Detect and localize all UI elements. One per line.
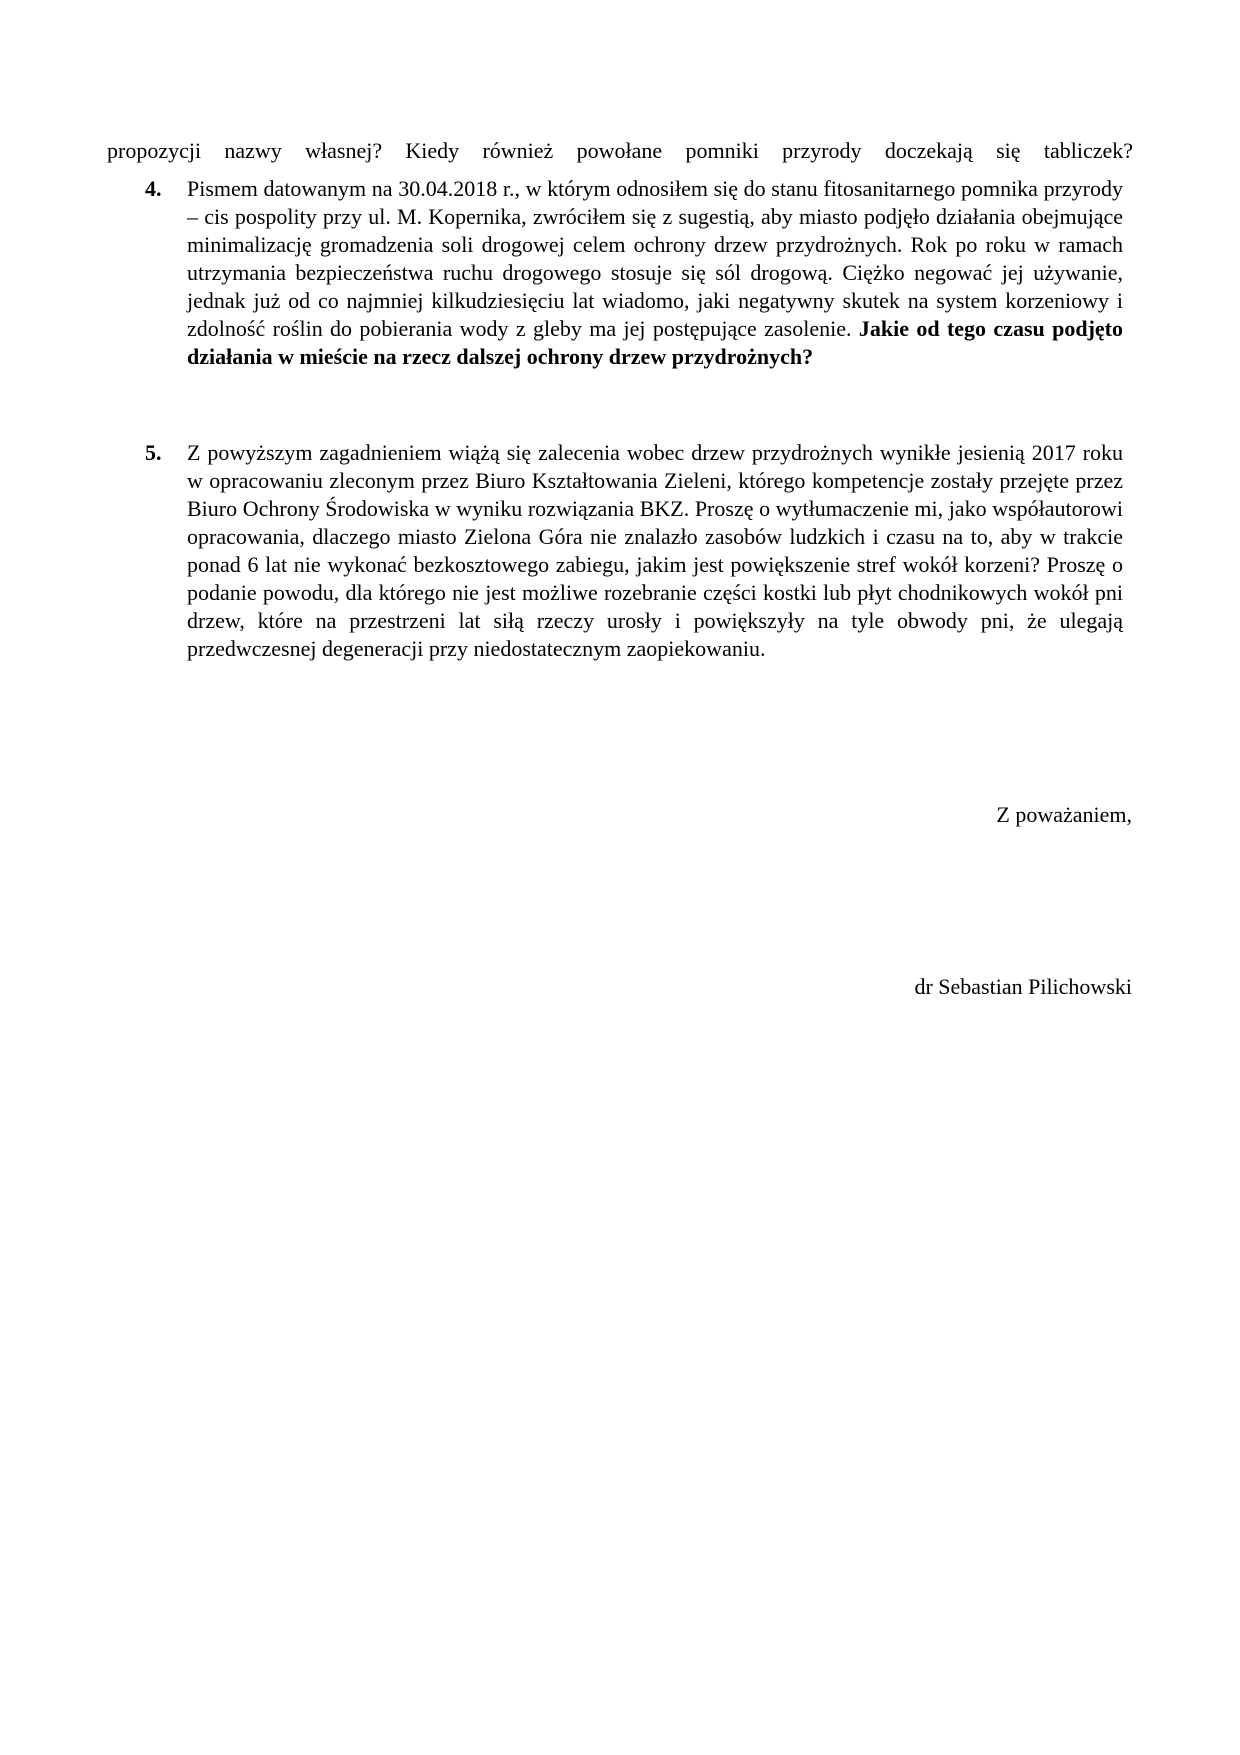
list-item-4-text (187, 175, 1123, 371)
closing-salutation: Z poważaniem, (996, 802, 1132, 827)
list-item-4-number: 4. (145, 176, 162, 201)
intro-paragraph-line: propozycji nazwy własnej? Kiedy również powołane pomniki przyrody doczekają się tabliczek? (107, 138, 1133, 163)
list-item-4-text-regular: Pismem datowanym na 30.04.2018 r., w którym odnosiłem się do stanu fitosanitarnego pomnika przyrody – cis pospolity przy ul. M. Kopernika, zwróciłem się z sugestią, aby miasto podjęło działania obejmujące minimalizację gromadzenia soli drogowej celem ochrony drzew przydrożnych. Rok po roku w ramach utrzymania bezpieczeństwa ruchu drogowego stosuje się sól drogową. Ciężko negować jej używanie, jednak już od co najmniej kilkudziesięciu lat wiadomo, jaki negatywny skutek na system korzeniowy i zdolność roślin do pobierania wody z gleby ma jej postępujące zasolenie. (187, 176, 1123, 341)
list-item-5-number: 5. (145, 440, 162, 465)
list-item-5 (145, 439, 1123, 663)
list-item-5-text (187, 439, 1123, 663)
list-item-4-text-bold: Jakie od tego czasu podjęto działania w mieście na rzecz dalszej ochrony drzew przydrożnych? (187, 316, 1124, 369)
signature-name: dr Sebastian Pilichowski (914, 974, 1132, 999)
list-item-5-text-regular: Z powyższym zagadnieniem wiążą się zalecenia wobec drzew przydrożnych wynikłe jesienią 2017 roku w opracowaniu zleconym przez Biuro Kształtowania Zieleni, którego kompetencje zostały przejęte przez Biuro Ochrony Środowiska w wyniku rozwiązania BKZ. Proszę o wytłumaczenie mi, jako współautorowi opracowania, dlaczego miasto Zielona Góra nie znalazło zasobów ludzkich i czasu na to, aby w trakcie ponad 6 lat nie wykonać bezkosztowego zabiegu, jakim jest powiększenie stref wokół korzeni? Proszę o podanie powodu, dla którego nie jest możliwe rozebranie części kostki lub płyt chodnikowych wokół pni drzew, które na przestrzeni lat siłą rzeczy urosły i powiększyły na tyle obwody pni, że ulegają przedwczesnej degeneracji przy niedostatecznym zaopiekowaniu. (187, 440, 1123, 661)
list-item-4 (145, 175, 1123, 371)
